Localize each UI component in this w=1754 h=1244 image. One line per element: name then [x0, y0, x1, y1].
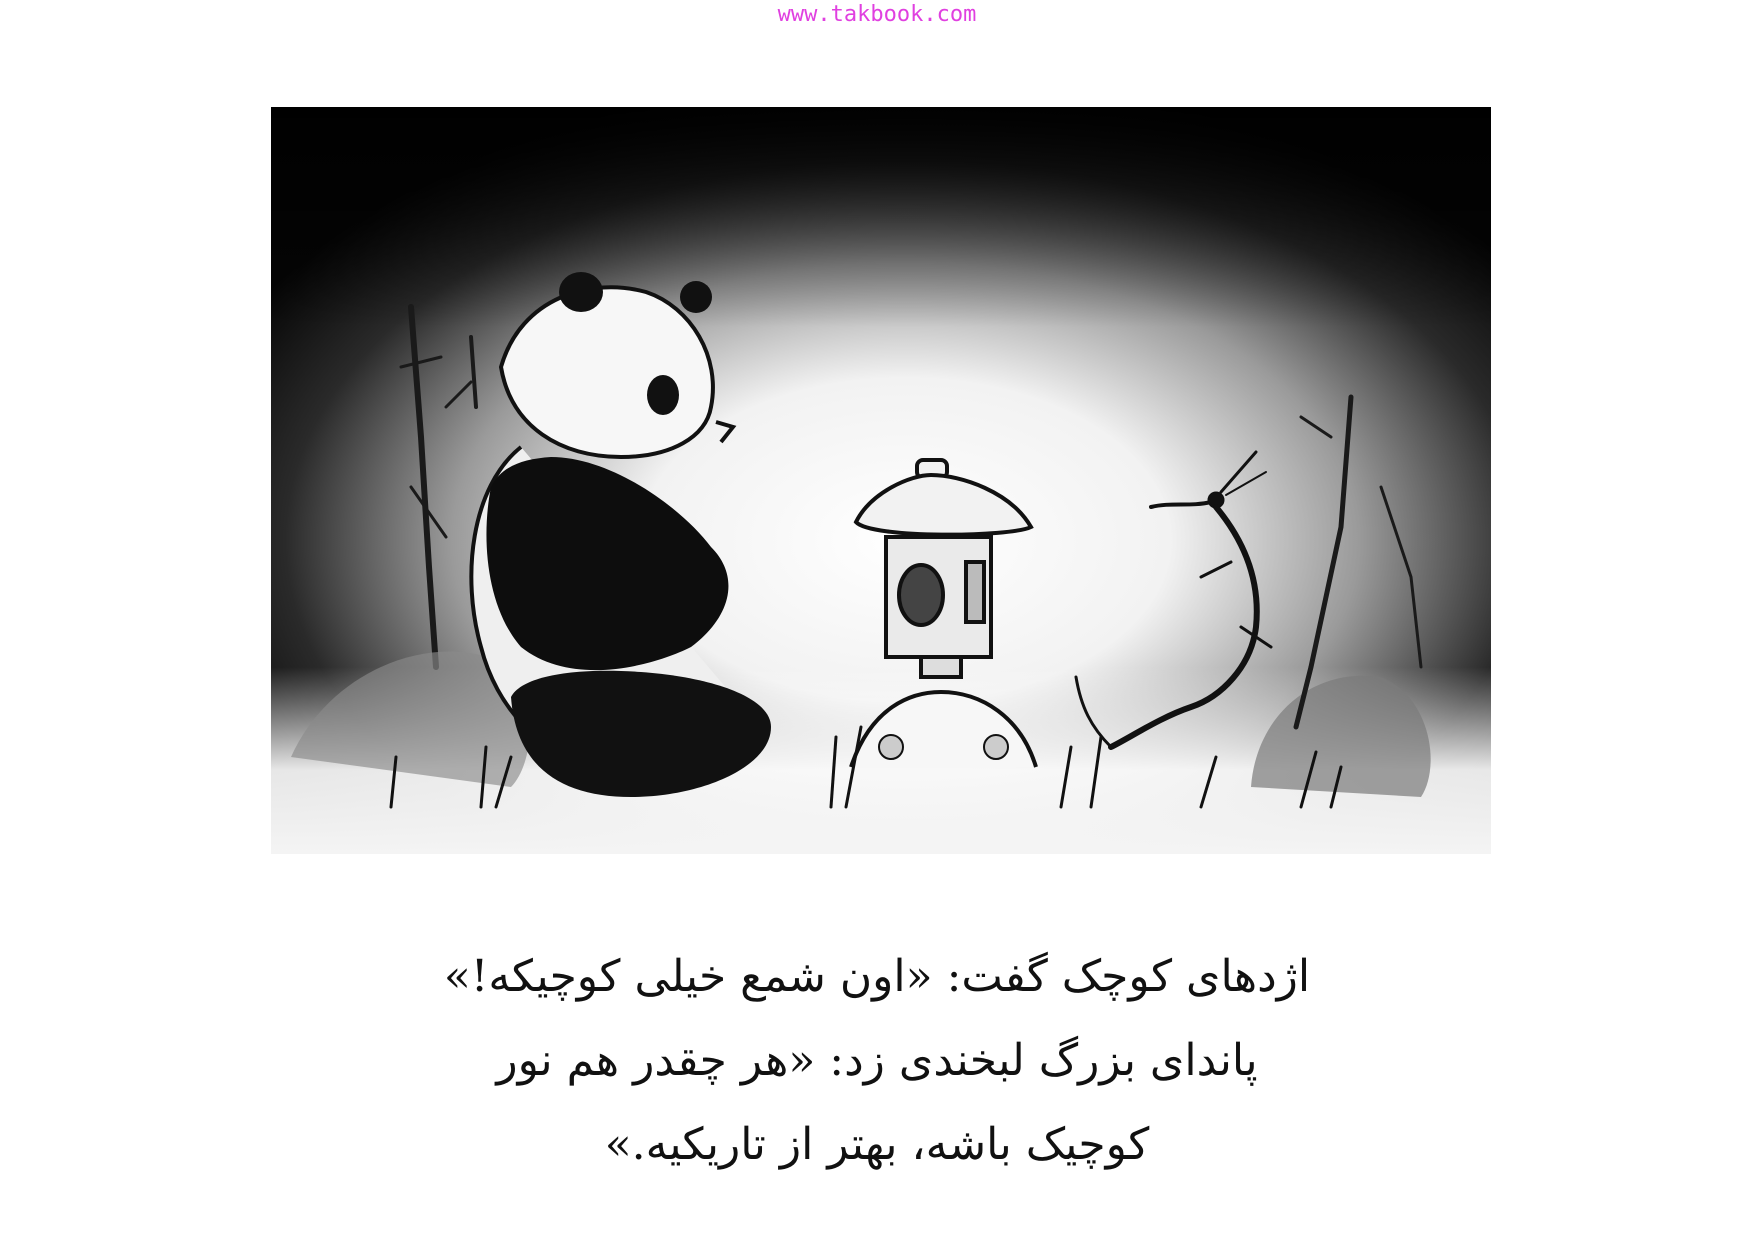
ink-illustration	[271, 107, 1491, 854]
story-line-2: پاندای بزرگ لبخندی زد: «هر چقدر هم نور	[496, 1035, 1258, 1086]
watermark-link[interactable]: www.takbook.com	[777, 2, 977, 27]
story-text	[300, 935, 1454, 1187]
panda-ear-right	[680, 281, 712, 313]
story-line-1: اژدهای کوچک گفت: «اون شمع خیلی کوچیکه!»	[443, 951, 1311, 1002]
story-line-3: کوچیک باشه، بهتر از تاریکیه.»	[604, 1119, 1150, 1170]
panda-eye	[647, 375, 679, 415]
night-sky	[271, 107, 1491, 327]
panda-ear-left	[559, 272, 603, 312]
